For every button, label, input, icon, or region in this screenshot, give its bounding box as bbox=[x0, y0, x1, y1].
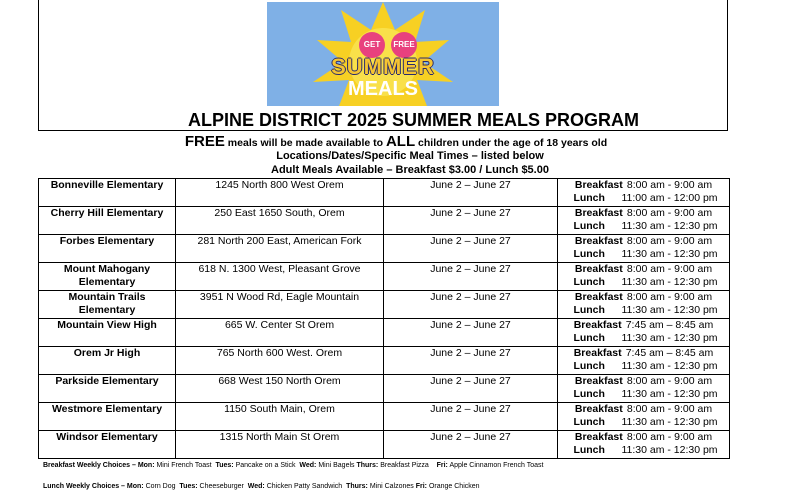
meal-times bbox=[558, 375, 730, 403]
lunch-label: Lunch bbox=[573, 248, 605, 260]
menu-item: Mini Calzones bbox=[367, 483, 416, 490]
school-name: Mountain View High bbox=[39, 319, 176, 347]
weekday-label: Wed: bbox=[299, 462, 317, 469]
subtitle-locations: Locations/Dates/Specific Meal Times – listed below bbox=[276, 150, 544, 162]
meal-dates: June 2 – June 27 bbox=[384, 207, 558, 235]
school-address: 250 East 1650 South, Orem bbox=[176, 207, 384, 235]
breakfast-weekly-label: Breakfast Weekly Choices – bbox=[43, 462, 138, 469]
breakfast-weekly-choices bbox=[43, 462, 543, 469]
subtitle-free-line bbox=[0, 133, 792, 150]
breakfast-time: 8:00 am - 9:00 am bbox=[626, 291, 713, 303]
lunch-label: Lunch bbox=[573, 388, 605, 400]
meal-dates: June 2 – June 27 bbox=[384, 347, 558, 375]
breakfast-time: 8:00 am - 9:00 am bbox=[626, 235, 713, 247]
subtitle-end: children under the age of 18 years old bbox=[415, 137, 608, 149]
school-address: 1315 North Main St Orem bbox=[176, 431, 384, 459]
meal-dates: June 2 – June 27 bbox=[384, 235, 558, 263]
summer-meals-logo bbox=[267, 2, 499, 106]
breakfast-time: 8:00 am - 9:00 am bbox=[626, 431, 713, 443]
lunch-label: Lunch bbox=[573, 416, 605, 428]
meal-dates: June 2 – June 27 bbox=[384, 179, 558, 207]
breakfast-label: Breakfast bbox=[574, 375, 623, 387]
table-row bbox=[39, 235, 730, 263]
subtitle-mid: meals will be made available to bbox=[224, 137, 386, 149]
meal-times bbox=[558, 403, 730, 431]
school-name: Parkside Elementary bbox=[39, 375, 176, 403]
school-name: Orem Jr High bbox=[39, 347, 176, 375]
meal-dates: June 2 – June 27 bbox=[384, 375, 558, 403]
weekday-label: Thurs: bbox=[356, 462, 379, 469]
menu-item: Breakfast Pizza bbox=[378, 462, 437, 469]
breakfast-time: 8:00 am - 9:00 am bbox=[626, 179, 713, 191]
meal-dates: June 2 – June 27 bbox=[384, 263, 558, 291]
menu-item: Apple Cinnamon French Toast bbox=[447, 462, 544, 469]
table-row bbox=[39, 431, 730, 459]
breakfast-label: Breakfast bbox=[574, 403, 623, 415]
meal-dates: June 2 – June 27 bbox=[384, 291, 558, 319]
table-row bbox=[39, 179, 730, 207]
breakfast-time: 8:00 am - 9:00 am bbox=[626, 207, 713, 219]
meal-times bbox=[558, 179, 730, 207]
breakfast-time: 8:00 am - 9:00 am bbox=[626, 403, 713, 415]
table-row bbox=[39, 263, 730, 291]
lunch-time: 11:30 am - 12:30 pm bbox=[621, 304, 718, 316]
logo-get-text: GET bbox=[359, 32, 385, 58]
subtitle-adult-meals: Adult Meals Available – Breakfast $3.00 / Lunch $5.00 bbox=[271, 164, 549, 176]
menu-item: Orange Chicken bbox=[427, 483, 480, 490]
page-title: ALPINE DISTRICT 2025 SUMMER MEALS PROGRAM bbox=[188, 110, 640, 130]
lunch-label: Lunch bbox=[573, 304, 605, 316]
breakfast-label: Breakfast bbox=[574, 235, 623, 247]
weekday-label: Thurs: bbox=[346, 483, 368, 490]
meal-times bbox=[558, 235, 730, 263]
lunch-time: 11:30 am - 12:30 pm bbox=[621, 276, 718, 288]
menu-item: Cheeseburger bbox=[197, 483, 248, 490]
weekday-label: Mon: bbox=[126, 483, 144, 490]
lunch-time: 11:30 am - 12:30 pm bbox=[621, 416, 718, 428]
school-name: Bonneville Elementary bbox=[39, 179, 176, 207]
meal-dates: June 2 – June 27 bbox=[384, 403, 558, 431]
lunch-weekly-choices bbox=[43, 483, 480, 490]
menu-item: Corn Dog bbox=[143, 483, 180, 490]
all-word: ALL bbox=[385, 133, 416, 150]
meal-dates: June 2 – June 27 bbox=[384, 319, 558, 347]
school-address: 618 N. 1300 West, Pleasant Grove bbox=[176, 263, 384, 291]
weekday-label: Fri: bbox=[415, 483, 428, 490]
breakfast-label: Breakfast bbox=[573, 319, 622, 331]
weekday-label: Tues: bbox=[215, 462, 234, 469]
breakfast-label: Breakfast bbox=[574, 291, 623, 303]
meal-times bbox=[558, 291, 730, 319]
meal-times bbox=[558, 347, 730, 375]
lunch-label: Lunch bbox=[573, 332, 605, 344]
school-address: 3951 N Wood Rd, Eagle Mountain bbox=[176, 291, 384, 319]
lunch-label: Lunch bbox=[573, 276, 605, 288]
meals-table bbox=[38, 178, 730, 459]
weekday-label: Wed: bbox=[247, 483, 265, 490]
meal-times bbox=[558, 263, 730, 291]
table-row bbox=[39, 207, 730, 235]
table-row bbox=[39, 291, 730, 319]
table-row bbox=[39, 403, 730, 431]
lunch-time: 11:30 am - 12:30 pm bbox=[621, 220, 718, 232]
breakfast-label: Breakfast bbox=[574, 431, 623, 443]
school-name: Mount Mahogany Elementary bbox=[39, 263, 176, 291]
lunch-time: 11:30 am - 12:30 pm bbox=[621, 360, 718, 372]
menu-item: Mini Bagels bbox=[316, 462, 357, 469]
breakfast-label: Breakfast bbox=[574, 179, 623, 191]
meal-dates: June 2 – June 27 bbox=[384, 431, 558, 459]
lunch-label: Lunch bbox=[573, 192, 605, 204]
breakfast-label: Breakfast bbox=[574, 263, 623, 275]
lunch-time: 11:30 am - 12:30 pm bbox=[621, 444, 718, 456]
lunch-weekly-label: Lunch Weekly Choices – bbox=[43, 483, 127, 490]
weekday-label: Fri: bbox=[436, 462, 448, 469]
school-name: Cherry Hill Elementary bbox=[39, 207, 176, 235]
logo-summer-text: SUMMER bbox=[331, 54, 435, 79]
school-address: 1245 North 800 West Orem bbox=[176, 179, 384, 207]
table-row bbox=[39, 375, 730, 403]
school-address: 1150 South Main, Orem bbox=[176, 403, 384, 431]
meal-times bbox=[558, 431, 730, 459]
meal-times bbox=[558, 319, 730, 347]
menu-item: Mini French Toast bbox=[154, 462, 216, 469]
breakfast-time: 7:45 am – 8:45 am bbox=[625, 319, 714, 331]
school-address: 281 North 200 East, American Fork bbox=[176, 235, 384, 263]
school-name: Windsor Elementary bbox=[39, 431, 176, 459]
weekday-label: Tues: bbox=[179, 483, 198, 490]
menu-item: Chicken Patty Sandwich bbox=[264, 483, 347, 490]
breakfast-time: 8:00 am - 9:00 am bbox=[626, 263, 713, 275]
lunch-time: 11:00 am - 12:00 pm bbox=[621, 192, 718, 204]
breakfast-time: 7:45 am – 8:45 am bbox=[625, 347, 714, 359]
lunch-label: Lunch bbox=[573, 444, 605, 456]
school-address: 765 North 600 West. Orem bbox=[176, 347, 384, 375]
lunch-label: Lunch bbox=[573, 220, 605, 232]
school-name: Forbes Elementary bbox=[39, 235, 176, 263]
lunch-time: 11:30 am - 12:30 pm bbox=[621, 388, 718, 400]
school-address: 665 W. Center St Orem bbox=[176, 319, 384, 347]
school-name: Mountain Trails Elementary bbox=[39, 291, 176, 319]
breakfast-label: Breakfast bbox=[573, 347, 622, 359]
weekday-label: Mon: bbox=[137, 462, 155, 469]
school-address: 668 West 150 North Orem bbox=[176, 375, 384, 403]
breakfast-time: 8:00 am - 9:00 am bbox=[626, 375, 713, 387]
logo-meals-text: MEALS bbox=[348, 78, 418, 100]
menu-item: Pancake on a Stick bbox=[233, 462, 300, 469]
lunch-time: 11:30 am - 12:30 pm bbox=[621, 248, 718, 260]
school-name: Westmore Elementary bbox=[39, 403, 176, 431]
meal-times bbox=[558, 207, 730, 235]
logo-free-text: FREE bbox=[391, 32, 417, 58]
breakfast-label: Breakfast bbox=[574, 207, 623, 219]
table-row bbox=[39, 319, 730, 347]
free-word: FREE bbox=[184, 133, 225, 150]
lunch-time: 11:30 am - 12:30 pm bbox=[621, 332, 718, 344]
table-row bbox=[39, 347, 730, 375]
lunch-label: Lunch bbox=[573, 360, 605, 372]
